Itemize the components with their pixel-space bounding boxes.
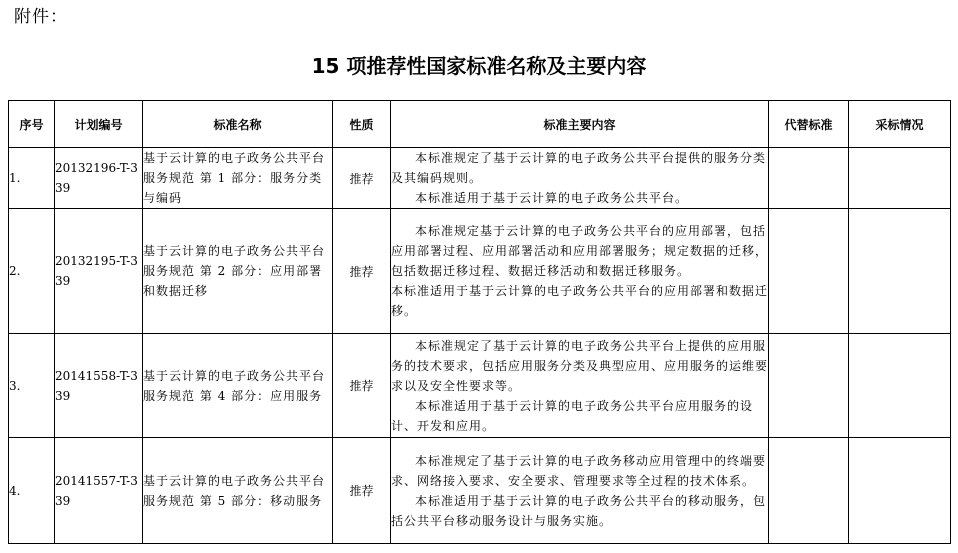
content-paragraph: 本标准适用于基于云计算的电子政务公共平台的移动服务，包括公共平台移动服务设计与服务实施。 bbox=[391, 493, 767, 528]
cell-replace bbox=[769, 148, 849, 209]
cell-plan-no: 20132195-T-339 bbox=[55, 209, 143, 334]
header-replace: 代替标准 bbox=[769, 101, 849, 148]
content-paragraph: 本标准规定了基于云计算的电子政务移动应用管理中的终端要求、网络接入要求、安全要求、管理要求等全过程的技术体系。 bbox=[391, 453, 767, 488]
table-header-row bbox=[9, 101, 951, 148]
cell-plan-no: 20132196-T-339 bbox=[55, 148, 143, 209]
content-paragraph: 本标准规定了基于云计算的电子政务公共平台提供的服务分类及其编码规则。 bbox=[391, 151, 767, 185]
cell-seq: 1. bbox=[9, 148, 55, 209]
cell-adopt bbox=[849, 334, 951, 438]
content-paragraph: 本标准适用于基于云计算的电子政务公共平台。 bbox=[415, 191, 689, 205]
cell-content bbox=[391, 209, 769, 334]
header-content: 标准主要内容 bbox=[391, 101, 769, 148]
cell-adopt bbox=[849, 209, 951, 334]
cell-plan-no: 20141558-T-339 bbox=[55, 334, 143, 438]
header-plan-no: 计划编号 bbox=[55, 101, 143, 148]
cell-property: 推荐 bbox=[333, 334, 391, 438]
cell-adopt bbox=[849, 438, 951, 544]
cell-property: 推荐 bbox=[333, 148, 391, 209]
cell-seq: 2. bbox=[9, 209, 55, 334]
table-row bbox=[9, 334, 951, 438]
standards-table bbox=[8, 100, 951, 544]
cell-name: 基于云计算的电子政务公共平台服务规范 第 5 部分：移动服务 bbox=[143, 438, 333, 544]
cell-replace bbox=[769, 209, 849, 334]
table-row bbox=[9, 438, 951, 544]
cell-name: 基于云计算的电子政务公共平台服务规范 第 4 部分：应用服务 bbox=[143, 334, 333, 438]
cell-content bbox=[391, 438, 769, 544]
table-row bbox=[9, 209, 951, 334]
cell-property: 推荐 bbox=[333, 438, 391, 544]
cell-content bbox=[391, 334, 769, 438]
header-adopt: 采标情况 bbox=[849, 101, 951, 148]
header-seq: 序号 bbox=[9, 101, 55, 148]
attachment-label: 附件： bbox=[14, 7, 68, 27]
header-name: 标准名称 bbox=[143, 101, 333, 148]
cell-adopt bbox=[849, 148, 951, 209]
table-row bbox=[9, 148, 951, 209]
document-title: 15 项推荐性国家标准名称及主要内容 bbox=[311, 54, 647, 78]
content-paragraph: 本标准规定基于云计算的电子政务公共平台的应用部署，包括应用部署过程、应用部署活动和应用部署服务；规定数据的迁移，包括数据迁移过程、数据迁移活动和数据迁移服务。 bbox=[391, 224, 769, 278]
content-paragraph: 本标准规定了基于云计算的电子政务公共平台上提供的应用服务的技术要求，包括应用服务分类及典型应用、应用服务的运维要求以及安全性要求等。 bbox=[391, 338, 769, 393]
cell-content bbox=[391, 148, 769, 209]
cell-name: 基于云计算的电子政务公共平台服务规范 第 2 部分：应用部署和数据迁移 bbox=[143, 209, 333, 334]
cell-name: 基于云计算的电子政务公共平台服务规范 第 1 部分：服务分类与编码 bbox=[143, 148, 333, 209]
content-paragraph: 本标准适用于基于云计算的电子政务公共平台应用服务的设计、开发和应用。 bbox=[391, 398, 754, 433]
content-paragraph: 本标准适用于基于云计算的电子政务公共平台的应用部署和数据迁移。 bbox=[391, 284, 769, 318]
header-property: 性质 bbox=[333, 101, 391, 148]
cell-replace bbox=[769, 438, 849, 544]
cell-seq: 4. bbox=[9, 438, 55, 544]
cell-property: 推荐 bbox=[333, 209, 391, 334]
cell-seq: 3. bbox=[9, 334, 55, 438]
cell-plan-no: 20141557-T-339 bbox=[55, 438, 143, 544]
cell-replace bbox=[769, 334, 849, 438]
